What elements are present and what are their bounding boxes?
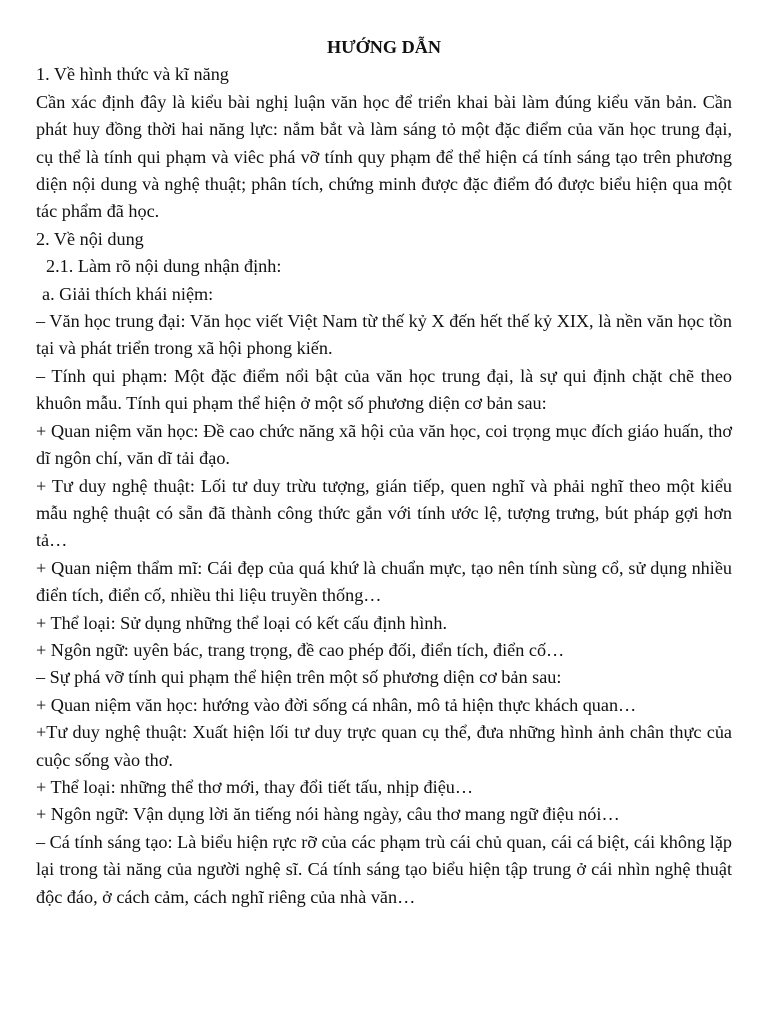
- document-title: HƯỚNG DẪN: [326, 37, 441, 57]
- paragraph: – Văn học trung đại: Văn học viết Việt Nam từ thế kỷ X đến hết thế kỷ XIX, là nền văn học tồn tại và phát triển trong xã hội phong kiến.: [36, 311, 732, 359]
- paragraph: – Cá tính sáng tạo: Là biểu hiện rực rỡ của các phạm trù cái chủ quan, cái cá biệt, cái không lặp lại trong tài năng của người nghệ sĩ. Cá tính sáng tạo biểu hiện tập trung ở cái nhìn nghệ thuật độc đáo, ở cách cảm, cách nghĩ riêng của nhà văn…: [36, 831, 732, 907]
- paragraph: + Quan niệm thẩm mĩ: Cái đẹp của quá khứ là chuẩn mực, tạo nên tính sùng cổ, sử dụng nhiều điển tích, điển cố, nhiều thi liệu truyền thống…: [36, 557, 732, 606]
- paragraph: 2.1. Làm rõ nội dung nhận định:: [46, 256, 282, 277]
- paragraph: 2. Về nội dung: [36, 228, 144, 249]
- paragraph: + Tư duy nghệ thuật: Lối tư duy trừu tượng, gián tiếp, quen nghĩ và phải nghĩ theo một kiểu mẫu nghệ thuật có sẵn đã thành công thức gắn với tính ước lệ, tượng trưng, bút pháp gợi hơn tả…: [36, 475, 732, 551]
- document-body: [36, 61, 732, 911]
- paragraph: a. Giải thích khái niệm:: [42, 283, 214, 304]
- paragraph: + Ngôn ngữ: uyên bác, trang trọng, đề cao phép đối, điển tích, điển cố…: [36, 639, 565, 660]
- paragraph: Cần xác định đây là kiểu bài nghị luận văn học để triển khai bài làm đúng kiểu văn bản. Cần phát huy đồng thời hai năng lực: nắm bắt và làm sáng tỏ một đặc điểm của văn học trung đại, cụ thể là tính qui phạm và viêc phá vỡ tính quy phạm để thể hiện cá tính sáng tạo trên phương diện nội dung và nghệ thuật; phân tích, chứng minh được đặc điểm đó được biểu hiện qua một tác phẩm đã học.: [36, 91, 732, 222]
- paragraph: + Quan niệm văn học: Đề cao chức năng xã hội của văn học, coi trọng mục đích giáo huấn, thơ dĩ ngôn chí, văn dĩ tải đạo.: [36, 420, 732, 469]
- paragraph: + Thể loại: Sử dụng những thể loại có kết cấu định hình.: [36, 612, 448, 633]
- paragraph: 1. Về hình thức và kĩ năng: [36, 64, 229, 85]
- paragraph: + Ngôn ngữ: Vận dụng lời ăn tiếng nói hàng ngày, câu thơ mang ngữ điệu nói…: [36, 804, 620, 825]
- paragraph: +Tư duy nghệ thuật: Xuất hiện lối tư duy trực quan cụ thể, đưa những hình ảnh chân thực của cuộc sống vào thơ.: [36, 722, 732, 770]
- paragraph: + Thể loại: những thể thơ mới, thay đổi tiết tấu, nhịp điệu…: [36, 776, 474, 797]
- paragraph: – Tính qui phạm: Một đặc điểm nổi bật của văn học trung đại, là sự qui định chặt chẽ theo khuôn mẫu. Tính qui phạm thể hiện ở một số phương diện cơ bản sau:: [36, 365, 732, 414]
- paragraph: – Sự phá vỡ tính qui phạm thể hiện trên một số phương diện cơ bản sau:: [36, 667, 562, 688]
- paragraph: + Quan niệm văn học: hướng vào đời sống cá nhân, mô tả hiện thực khách quan…: [36, 694, 637, 715]
